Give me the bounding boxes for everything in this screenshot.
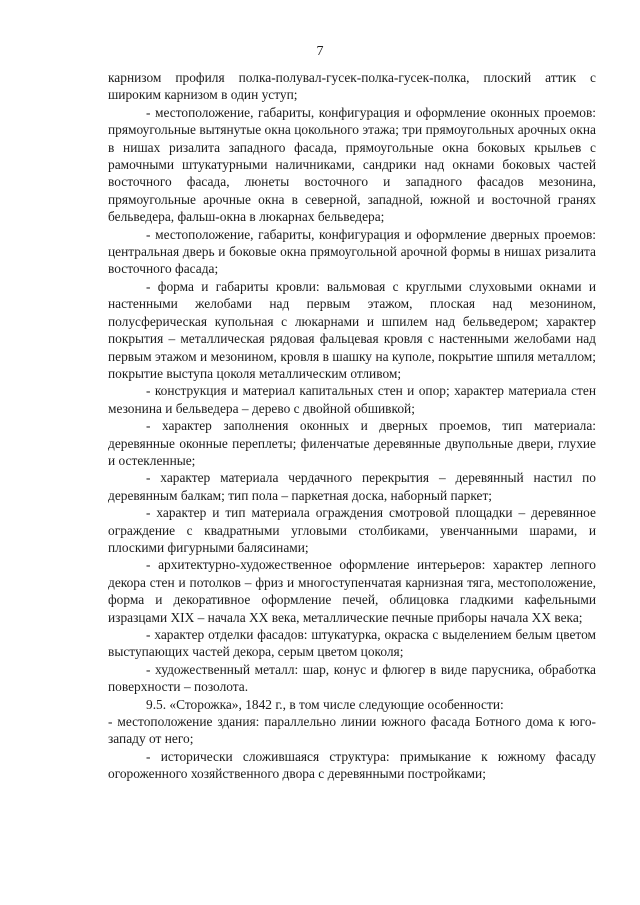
paragraph-observation-deck: - характер и тип материала ограждения смотровой площадки – деревянное ограждение с квадратными угловыми столбиками, увенчанными шарами, и плоскими фигурными балясинами; [108,505,596,555]
paragraph-cornice-continuation: карнизом профиля полка-полувал-гусек-полка-гусек-полка, плоский аттик с широким карнизом в один уступ; [108,70,596,103]
page-number: 7 [316,44,324,59]
paragraph-artistic-metal: - художественный металл: шар, конус и флюгер в виде парусника, обработка поверхности – позолота. [108,661,596,695]
paragraph-walls: - конструкция и материал капитальных стен и опор; характер материала стен мезонина и бельведера – дерево с двойной обшивкой; [108,383,596,416]
paragraph-historic-structure: - исторически сложившаяся структура: примыкание к южному фасаду огороженного хозяйственного двора с деревянными постройками; [108,748,596,782]
paragraph-location: - местоположение здания: параллельно линии южного фасада Ботного дома к юго-западу от него; [108,714,596,747]
paragraph-roof: - форма и габариты кровли: вальмовая с круглыми слуховыми окнами и настенными желобами над первым этажом, плоская над мезонином, полусферическая купольная с люкарнами и шпилем над бельведером; характер покрытия – металлическая рядовая фальцевая кровля с настенными желобами над первым этажом и мезонином, кровля в шашку на куполе, покрытие шпиля металлом; покрытие выступа цоколя металлическим отливом; [108,278,596,381]
paragraph-interiors: - архитектурно-художественное оформление интерьеров: характер лепного декора стен и потолков – фриз и многоступенчатая карнизная тяга, местоположение, форма и декоративное оформление печей, облицовка гладкими кафельными изразцами XIX – начала XX века, металлические печные приборы начала XX века; [108,557,596,625]
paragraph-door-openings: - местоположение, габариты, конфигурация и оформление дверных проемов: центральная дверь и боковые окна прямоугольной арочной формы в нишах ризалита восточного фасада; [108,226,596,277]
paragraph-fillings: - характер заполнения оконных и дверных проемов, тип материала: деревянные оконные переплеты; филенчатые деревянные двупольные двери, глухие и остекленные; [108,418,596,468]
body-text [108,69,596,783]
paragraph-section-9-5: 9.5. «Сторожка», 1842 г., в том числе следующие особенности: [146,696,504,712]
paragraph-facade-finish: - характер отделки фасадов: штукатурка, окраска с выделением белым цветом выступающих частей декора, серым цветом цоколя; [108,627,596,660]
paragraph-window-openings: - местоположение, габариты, конфигурация и оформление оконных проемов: прямоугольные вытянутые окна цокольного этажа; три прямоугольных арочных окна в нишах ризалита западного фасада, прямоугольные окна боковых крыльев с рамочными штукатурными наличниками, сандрики над окнами боковых частей восточного фасада, люнеты восточного и западного фасадов мезонина, прямоугольные арочные окна в северной, западной, южной и восточной гранях бельведера, фальш-окна в люкарнах бельведера; [108,104,596,225]
paragraph-attic-floor: - характер материала чердачного перекрытия – деревянный настил по деревянным балкам; тип пола – паркетная доска, наборный паркет; [108,470,596,503]
